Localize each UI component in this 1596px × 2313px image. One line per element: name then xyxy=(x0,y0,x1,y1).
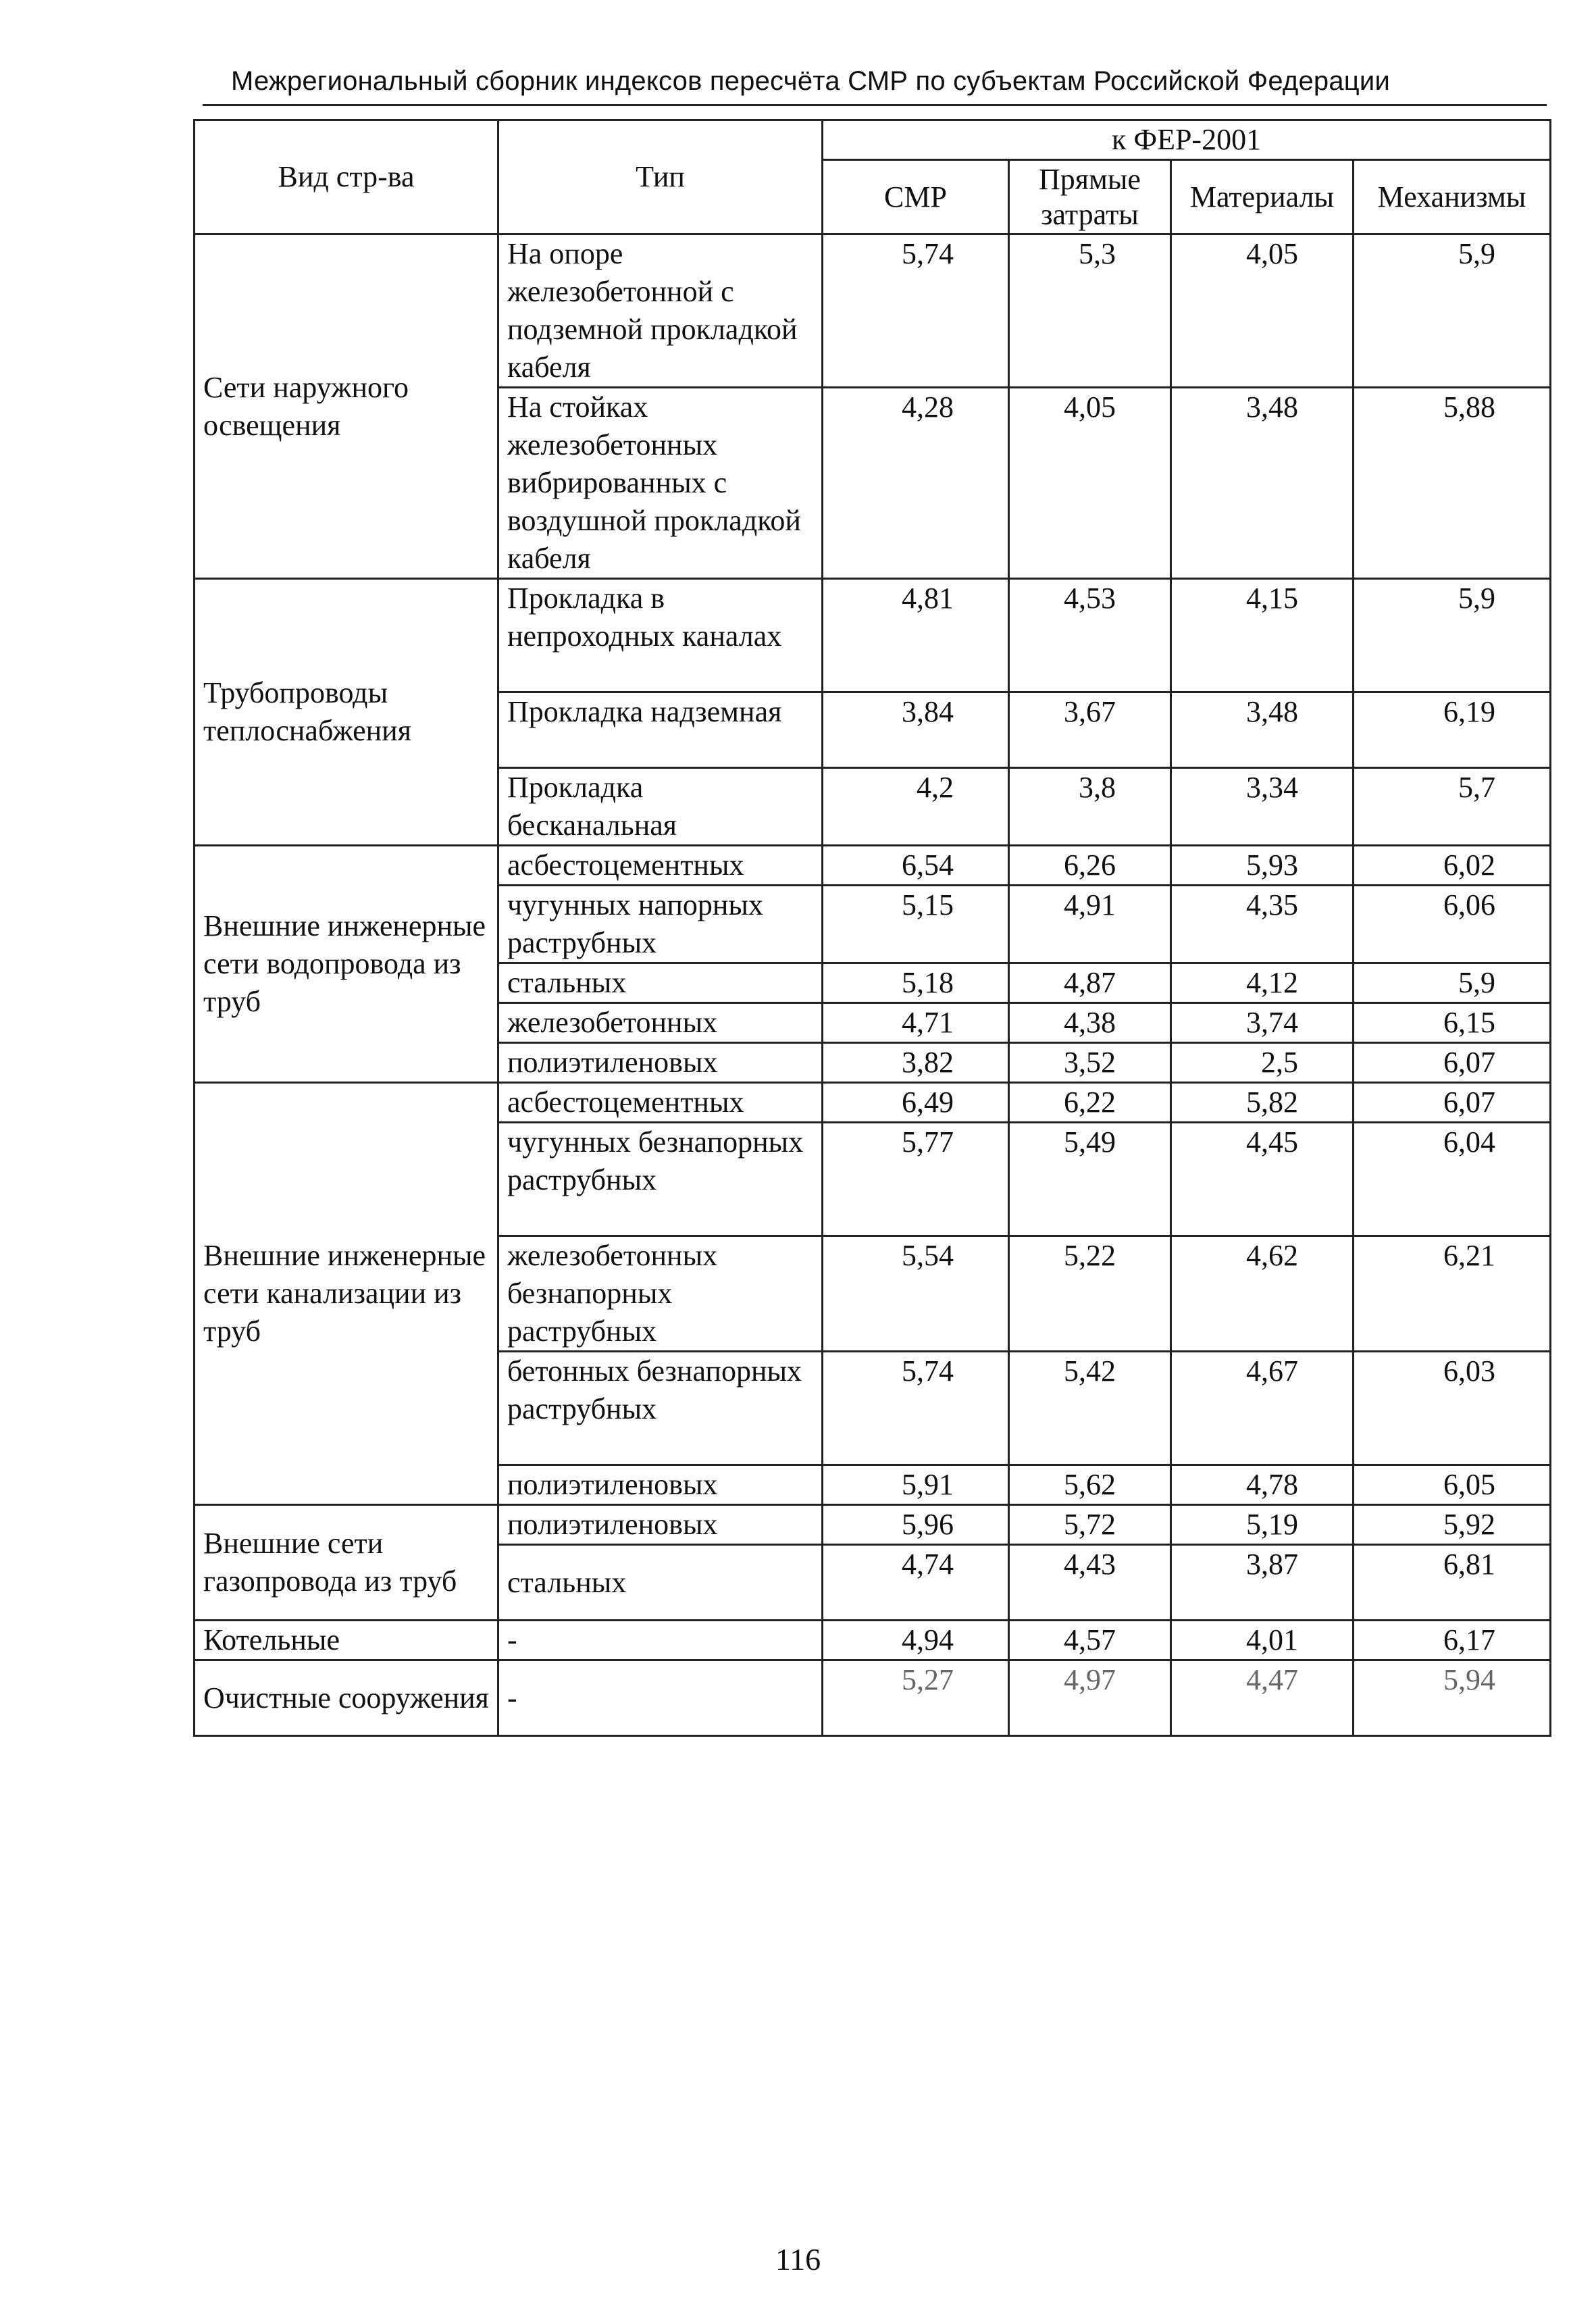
cell-smr: 5,15 xyxy=(823,886,1009,963)
cell-machines: 6,21 xyxy=(1354,1236,1551,1352)
cell-direct: 5,49 xyxy=(1009,1123,1171,1236)
cell-machines: 6,07 xyxy=(1354,1043,1551,1083)
cell-materials: 4,15 xyxy=(1171,579,1354,692)
table-row xyxy=(195,234,1551,388)
cell-smr: 5,74 xyxy=(823,1352,1009,1465)
row-type: Прокладка бесканальная xyxy=(498,768,823,846)
cell-materials: 3,34 xyxy=(1171,768,1354,846)
cell-smr: 5,77 xyxy=(823,1123,1009,1236)
cell-machines: 6,15 xyxy=(1354,1003,1551,1043)
cell-machines: 6,05 xyxy=(1354,1465,1551,1505)
cell-materials: 5,19 xyxy=(1171,1505,1354,1545)
cell-smr: 5,74 xyxy=(823,234,1009,388)
cell-machines: 5,9 xyxy=(1354,963,1551,1003)
cell-smr: 5,27 xyxy=(823,1660,1009,1736)
cell-smr: 5,91 xyxy=(823,1465,1009,1505)
cell-smr: 5,18 xyxy=(823,963,1009,1003)
row-kind: Трубопроводы теплоснабжения xyxy=(195,579,498,846)
cell-machines: 6,81 xyxy=(1354,1545,1551,1621)
row-type: На стойках железобетонных вибрированных с воздушной прокладкой кабеля xyxy=(498,388,823,579)
cell-direct: 4,38 xyxy=(1009,1003,1171,1043)
cell-machines: 5,7 xyxy=(1354,768,1551,846)
cell-smr: 5,96 xyxy=(823,1505,1009,1545)
cell-materials: 4,78 xyxy=(1171,1465,1354,1505)
cell-materials: 5,93 xyxy=(1171,846,1354,886)
row-type: асбестоцементных xyxy=(498,1083,823,1123)
cell-materials: 4,05 xyxy=(1171,234,1354,388)
row-type: На опоре железобетонной с подземной прокладкой кабеля xyxy=(498,234,823,388)
cell-machines: 6,04 xyxy=(1354,1123,1551,1236)
cell-direct: 5,72 xyxy=(1009,1505,1171,1545)
cell-materials: 4,45 xyxy=(1171,1123,1354,1236)
cell-materials: 4,67 xyxy=(1171,1352,1354,1465)
cell-materials: 3,48 xyxy=(1171,388,1354,579)
cell-materials: 3,74 xyxy=(1171,1003,1354,1043)
cell-direct: 4,53 xyxy=(1009,579,1171,692)
cell-smr: 6,49 xyxy=(823,1083,1009,1123)
row-type: стальных xyxy=(498,1545,823,1621)
cell-smr: 3,84 xyxy=(823,692,1009,768)
cell-direct: 4,57 xyxy=(1009,1621,1171,1660)
row-type: Прокладка надземная xyxy=(498,692,823,768)
cell-machines: 6,07 xyxy=(1354,1083,1551,1123)
cell-machines: 5,94 xyxy=(1354,1660,1551,1736)
header-rule xyxy=(203,104,1547,106)
cell-direct: 6,26 xyxy=(1009,846,1171,886)
cell-materials: 4,62 xyxy=(1171,1236,1354,1352)
cell-smr: 4,94 xyxy=(823,1621,1009,1660)
table-row xyxy=(195,1505,1551,1545)
row-type: чугунных напорных раструбных xyxy=(498,886,823,963)
row-kind: Сети наружного освещения xyxy=(195,234,498,579)
cell-direct: 4,97 xyxy=(1009,1660,1171,1736)
cell-machines: 5,9 xyxy=(1354,579,1551,692)
row-kind: Внешние инженерные сети водопровода из труб xyxy=(195,846,498,1083)
table-row xyxy=(195,1621,1551,1660)
table-row xyxy=(195,1083,1551,1123)
cell-direct: 3,67 xyxy=(1009,692,1171,768)
column-header-kind: Вид стр-ва xyxy=(195,120,498,234)
cell-materials: 2,5 xyxy=(1171,1043,1354,1083)
cell-direct: 6,22 xyxy=(1009,1083,1171,1123)
row-kind: Внешние инженерные сети канализации из труб xyxy=(195,1083,498,1505)
page-number: 116 xyxy=(775,2242,821,2277)
row-type: железобетонных xyxy=(498,1003,823,1043)
column-group-fer2001: к ФЕР-2001 xyxy=(823,120,1551,160)
cell-smr: 4,81 xyxy=(823,579,1009,692)
row-type: - xyxy=(498,1660,823,1736)
row-type: железобетонных безнапорных раструбных xyxy=(498,1236,823,1352)
column-header-machines: Механизмы xyxy=(1354,160,1551,234)
row-type: чугунных безнапорных раструбных xyxy=(498,1123,823,1236)
cell-materials: 4,35 xyxy=(1171,886,1354,963)
cell-machines: 6,02 xyxy=(1354,846,1551,886)
cell-direct: 4,05 xyxy=(1009,388,1171,579)
cell-machines: 5,9 xyxy=(1354,234,1551,388)
cell-direct: 4,91 xyxy=(1009,886,1171,963)
cell-direct: 5,22 xyxy=(1009,1236,1171,1352)
page-header: Межрегиональный сборник индексов пересчёта СМР по субъектам Российской Федерации xyxy=(230,66,1391,96)
row-type: бетонных безнапорных раструбных xyxy=(498,1352,823,1465)
cell-direct: 5,42 xyxy=(1009,1352,1171,1465)
row-type: полиэтиленовых xyxy=(498,1043,823,1083)
table-row xyxy=(195,1660,1551,1736)
cell-materials: 5,82 xyxy=(1171,1083,1354,1123)
cell-direct: 5,62 xyxy=(1009,1465,1171,1505)
cell-direct: 3,8 xyxy=(1009,768,1171,846)
cell-smr: 4,2 xyxy=(823,768,1009,846)
column-header-smr: СМР xyxy=(823,160,1009,234)
cell-materials: 3,48 xyxy=(1171,692,1354,768)
cell-direct: 5,3 xyxy=(1009,234,1171,388)
cell-machines: 5,92 xyxy=(1354,1505,1551,1545)
row-type: асбестоцементных xyxy=(498,846,823,886)
cell-materials: 3,87 xyxy=(1171,1545,1354,1621)
cell-smr: 6,54 xyxy=(823,846,1009,886)
row-type: полиэтиленовых xyxy=(498,1505,823,1545)
table-row xyxy=(195,579,1551,692)
row-type: Прокладка в непроходных каналах xyxy=(498,579,823,692)
cell-machines: 5,88 xyxy=(1354,388,1551,579)
cell-machines: 6,19 xyxy=(1354,692,1551,768)
cell-machines: 6,06 xyxy=(1354,886,1551,963)
column-header-type: Тип xyxy=(498,120,823,234)
row-type: стальных xyxy=(498,963,823,1003)
row-kind: Внешние сети газопровода из труб xyxy=(195,1505,498,1621)
column-header-materials: Материалы xyxy=(1171,160,1354,234)
cell-machines: 6,17 xyxy=(1354,1621,1551,1660)
cell-materials: 4,47 xyxy=(1171,1660,1354,1736)
row-kind: Очистные сооружения xyxy=(195,1660,498,1736)
table-row xyxy=(195,846,1551,886)
cell-direct: 3,52 xyxy=(1009,1043,1171,1083)
column-header-direct: Прямые затраты xyxy=(1009,160,1171,234)
row-type: - xyxy=(498,1621,823,1660)
row-type: полиэтиленовых xyxy=(498,1465,823,1505)
cell-smr: 4,74 xyxy=(823,1545,1009,1621)
cell-materials: 4,12 xyxy=(1171,963,1354,1003)
cell-materials: 4,01 xyxy=(1171,1621,1354,1660)
index-table xyxy=(193,119,1551,1737)
cell-smr: 4,71 xyxy=(823,1003,1009,1043)
cell-direct: 4,87 xyxy=(1009,963,1171,1003)
cell-smr: 5,54 xyxy=(823,1236,1009,1352)
row-kind: Котельные xyxy=(195,1621,498,1660)
cell-direct: 4,43 xyxy=(1009,1545,1171,1621)
cell-machines: 6,03 xyxy=(1354,1352,1551,1465)
cell-smr: 3,82 xyxy=(823,1043,1009,1083)
cell-smr: 4,28 xyxy=(823,388,1009,579)
